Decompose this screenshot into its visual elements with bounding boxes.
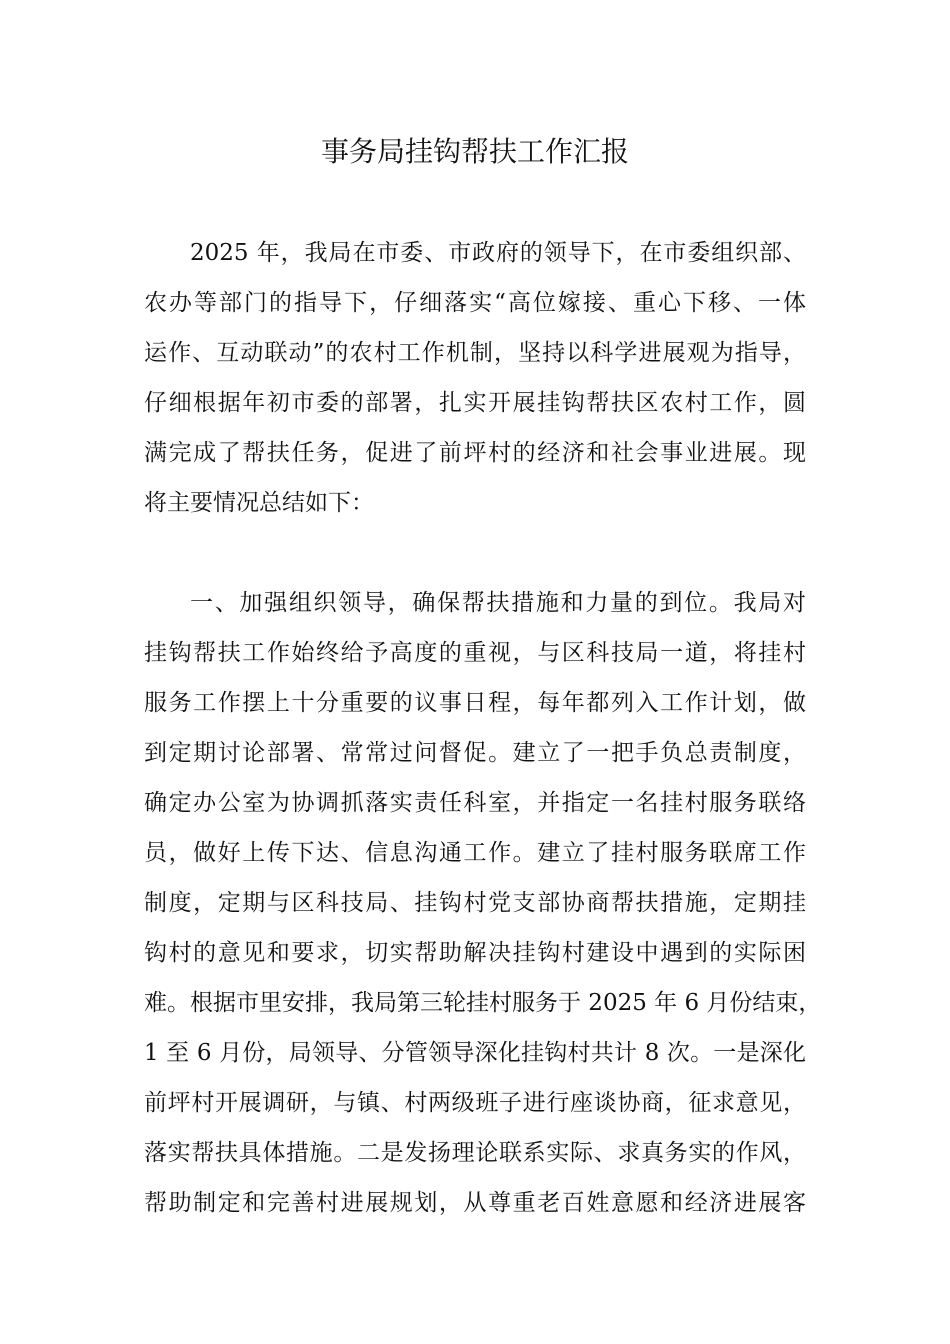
paragraph-line: 钩村的意见和要求，切实帮助解决挂钩村建设中遇到的实际困 [144, 940, 806, 966]
paragraph-line: 2025 年，我局在市委、市政府的领导下，在市委组织部、 [190, 240, 806, 266]
paragraph-section-one [144, 578, 822, 1228]
paragraph-line: 挂钩帮扶工作始终给予高度的重视，与区科技局一道，将挂村 [144, 640, 806, 666]
document-title: 事务局挂钩帮扶工作汇报 [320, 135, 629, 168]
paragraph-line: 仔细根据年初市委的部署，扎实开展挂钩帮扶区农村工作，圆 [144, 390, 806, 416]
paragraph-line: 制度，定期与区科技局、挂钩村党支部协商帮扶措施，定期挂 [144, 890, 806, 916]
paragraph-line: 将主要情况总结如下： [144, 490, 374, 516]
paragraph-intro [144, 228, 806, 528]
paragraph-line: 运作、互动联动”的农村工作机制，坚持以科学进展观为指导， [144, 340, 806, 366]
paragraph-line: 帮助制定和完善村进展规划，从尊重老百姓意愿和经济进展客 [144, 1190, 806, 1216]
paragraph-line: 员，做好上传下达、信息沟通工作。建立了挂村服务联席工作 [144, 840, 806, 866]
paragraph-line: 到定期讨论部署、常常过问督促。建立了一把手负总责制度， [144, 740, 806, 766]
paragraph-line: 农办等部门的指导下，仔细落实“高位嫁接、重心下移、一体 [144, 290, 806, 316]
paragraph-line: 服务工作摆上十分重要的议事日程，每年都列入工作计划，做 [144, 690, 806, 716]
paragraph-line: 一、加强组织领导，确保帮扶措施和力量的到位。我局对 [190, 590, 806, 616]
paragraph-line: 满完成了帮扶任务，促进了前坪村的经济和社会事业进展。现 [144, 440, 806, 466]
paragraph-line: 确定办公室为协调抓落实责任科室，并指定一名挂村服务联络 [144, 790, 806, 816]
paragraph-line: 落实帮扶具体措施。二是发扬理论联系实际、求真务实的作风， [144, 1140, 806, 1166]
paragraph-line: 前坪村开展调研，与镇、村两级班子进行座谈协商，征求意见， [144, 1090, 806, 1116]
paragraph-line: 1 至 6 月份，局领导、分管领导深化挂钩村共计 8 次。一是深化 [144, 1040, 806, 1066]
paragraph-line: 难。根据市里安排，我局第三轮挂村服务于 2025 年 6 月份结束， [144, 990, 822, 1016]
